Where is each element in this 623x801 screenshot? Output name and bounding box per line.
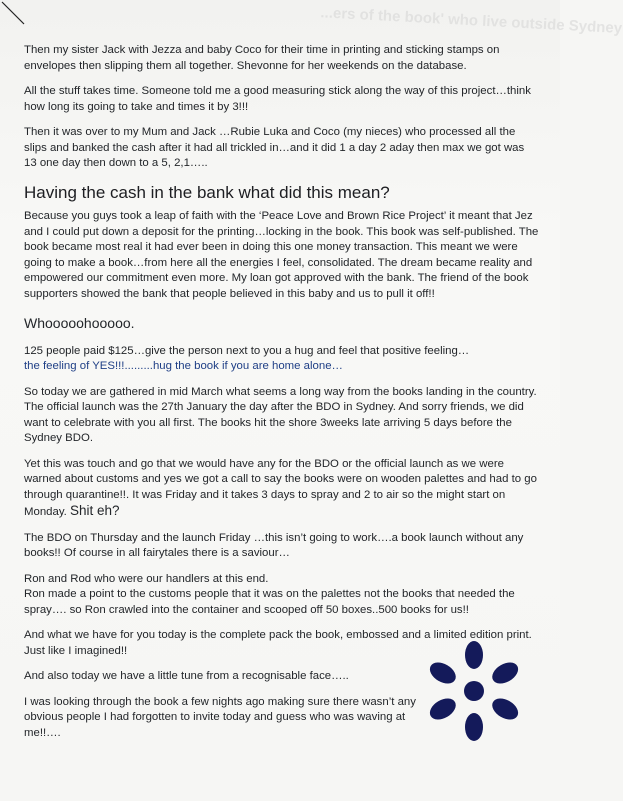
asterisk-icon — [424, 641, 524, 741]
paragraph-looking — [24, 695, 424, 742]
paragraph-125-line1: 125 people paid $125…give the person next to you a hug and feel that positive feeling… — [24, 344, 470, 357]
paragraph-ron-rod — [24, 572, 539, 588]
paragraph-125-line2: the feeling of YES!!!.........hug the book if you are home alone… — [24, 360, 343, 372]
paragraph-customs-exclaim: Shit eh? — [70, 503, 120, 518]
paragraph-leap-of-faith: Because you guys took a leap of faith with the ‘Peace Love and Brown Rice Project’ it meant that Jez and I could put down a deposit for the printing…locking in the book. This book was self-published. The book became most real it had ever been in doing this one money transaction. This meant we were going to make a book…from here all the energies I feel, consolidated. The dream became reality and empowered our commitment even more. My loan got approved with the bank. The friend of the book supporters showed the bank that people believed in this baby and us to pull it off!! — [24, 210, 539, 300]
section-heading: Having the cash in the bank what did this mean? — [24, 182, 390, 202]
bleed-through-text: ...ers of the book' who live outside Sydney — [320, 4, 623, 38]
paragraph-125-people — [24, 344, 539, 375]
paragraph-customs — [24, 457, 539, 521]
exclamation: Whooooohooooo. — [24, 315, 135, 331]
paragraph-mum: Then it was over to my Mum and Jack …Rubie Luka and Coco (my nieces) who processed all the slips and banked the cash after it had all trickled in…and it did 1 a day 2 aday then max we got was 13 one day then down to a 5, 2,1….. — [24, 126, 525, 169]
paragraph-time — [24, 84, 539, 115]
paragraph-time-text: All the stuff takes time. Someone told me a good measuring stick along the way of this project…think how long its going to take and times it by 3!!! — [24, 85, 531, 113]
paragraph-family: Then my sister Jack with Jezza and baby Coco for their time in printing and sticking stamps on envelopes then slipping them all together. Shevonne for her weekends on the database. — [24, 44, 500, 72]
paragraph-gathered: So today we are gathered in mid March what seems a long way from the books landing in the country. The official launch was the 27th January the day after the BDO in Sydney. And sorry friends, we did want to celebrate with you all first. The books hit the shore 3weeks late arriving 5 days before the Sydney BDO. — [24, 385, 537, 444]
paragraph-ron-rod-line1: Ron and Rod who were our handlers at this end. — [24, 572, 269, 585]
paragraph-looking-text: I was looking through the book a few nights ago making sure there wasn’t any obvious people I had forgotten to invite today and guess who was waving at me!!…. — [24, 695, 416, 739]
paragraph-customs-text: Yet this was touch and go that we would have any for the BDO or the official launch as we were warned about customs and yes we got a call to say the books were on wooden palettes and had to go through quarantine!!. It was Friday and it takes 3 days to spray and 2 to air so the might start on Monday. — [24, 457, 537, 518]
corner-fold-icon — [0, 0, 30, 30]
paragraph-complete-pack: And what we have for you today is the complete pack the book, embossed and a limited edition print. Just like I imagined!! — [24, 629, 532, 657]
paragraph-ron-customs: Ron made a point to the customs people that it was on the palettes not the books that needed the spray…. so Ron crawled into the container and scooped off 50 boxes..500 books for us!! — [24, 588, 515, 616]
paragraph-tune: And also today we have a little tune from a recognisable face….. — [24, 670, 349, 682]
paragraph-bdo: The BDO on Thursday and the launch Friday …this isn’t going to work….a book launch without any books!! Of course in all fairytales there is a saviour… — [24, 531, 524, 559]
